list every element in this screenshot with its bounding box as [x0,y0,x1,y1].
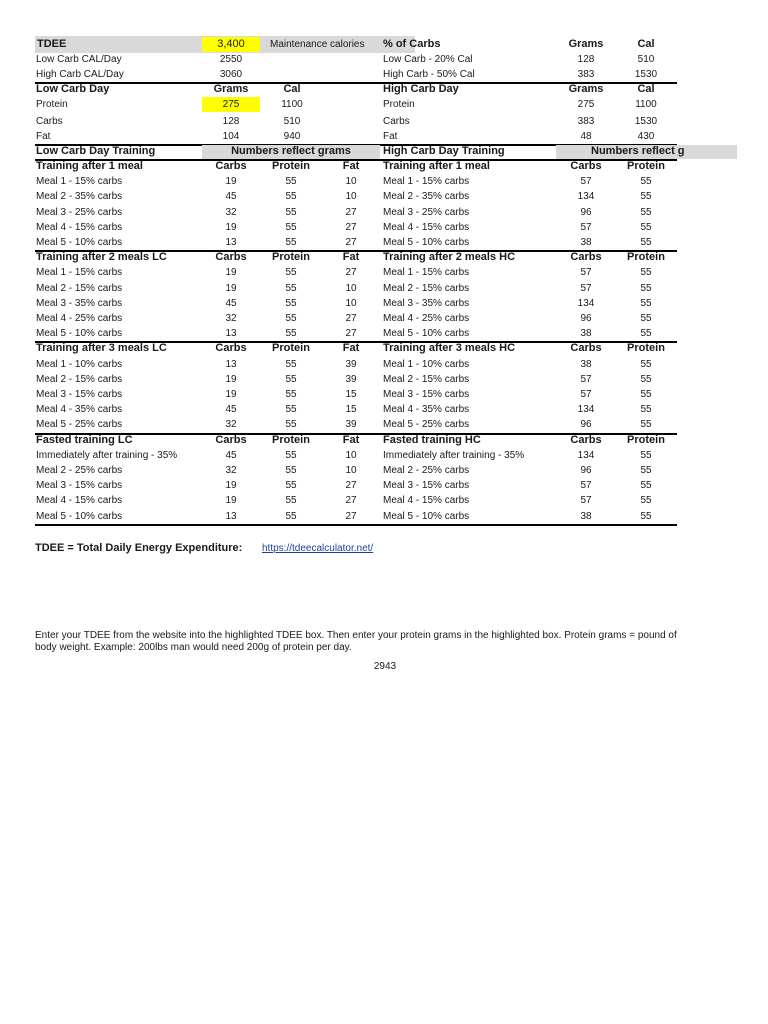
protein-value: 55 [640,237,652,248]
fat-value: 39 [345,373,357,385]
carbs-value: 32 [225,313,237,324]
carbs-value: 19 [225,176,237,188]
tdee-row [0,37,768,52]
meal-label: Meal 1 - 10% carbs [36,358,123,370]
maintenance-label: Maintenance calories [270,39,365,50]
meal-label: Meal 2 - 25% carbs [383,465,470,476]
tdee-label: TDEE [37,38,67,50]
carbs-value: 38 [580,510,592,522]
meal-row [0,189,768,204]
fat-value: 39 [345,358,357,370]
protein-value: 55 [640,313,652,324]
low-day-cal: 510 [283,116,301,127]
protein-header: Protein [627,433,665,446]
meal-row [0,357,768,372]
meal-label: Meal 3 - 15% carbs [36,480,123,492]
low-day-label: Carbs [36,116,63,127]
training-header-row [0,144,768,159]
protein-value: 55 [640,191,652,203]
high-day-grams: 383 [577,116,595,127]
meal-label: Meal 3 - 15% carbs [383,480,470,492]
high-carb-cal-row [0,67,768,82]
protein-value: 55 [285,495,297,507]
meal-row [0,417,768,432]
carbs-value: 19 [225,267,237,279]
protein-value: 55 [640,419,652,431]
meal-row [0,402,768,417]
low-day-cal: 940 [283,131,301,142]
footer-number: 2943 [373,661,397,672]
meal-label: Meal 5 - 10% carbs [36,237,123,248]
high-training-title: High Carb Day Training [383,145,505,157]
high-day-cal: 1530 [634,116,658,127]
meal-row [0,478,768,493]
meal-label: Immediately after training - 35% [36,449,178,461]
tdee-calculator-link[interactable]: https://tdeecalculator.net/ [262,543,374,554]
meal-label: Meal 1 - 15% carbs [36,176,123,188]
meal-label: Meal 1 - 15% carbs [36,267,123,279]
carbs-value: 19 [225,221,237,233]
low-day-grams-header: Grams [213,83,249,95]
protein-value: 55 [285,191,297,203]
protein-value: 55 [640,282,652,294]
carbs-value: 134 [577,449,595,461]
high-day-grams: 275 [577,99,595,110]
day-row [0,97,768,112]
fat-value: 27 [345,221,357,233]
meal-row [0,205,768,220]
carbs-value: 134 [577,404,595,416]
protein-value: 55 [640,358,652,370]
section-header-row [0,159,768,174]
carbs-value: 96 [580,206,592,218]
carbs-value: 96 [580,419,592,431]
meal-row [0,281,768,296]
protein-value: 55 [285,297,297,309]
protein-value: 55 [285,313,297,324]
meal-row [0,235,768,250]
meal-row [0,326,768,341]
high-day-cal: 1100 [635,99,657,110]
fat-value: 27 [345,328,357,340]
fat-header: Fat [342,160,360,172]
carbs-value: 38 [580,328,592,340]
fat-value: 27 [345,237,357,248]
low-carb-cal-label: Low Carb CAL/Day [36,54,122,65]
protein-value: 55 [285,206,297,218]
protein-value: 55 [640,206,652,218]
fat-value: 15 [345,389,357,400]
section-title: Training after 2 meals LC [36,251,167,264]
protein-value: 55 [640,449,652,461]
carbs-value: 96 [580,465,592,476]
low-carb-pct-label: Low Carb - 20% Cal [383,54,473,65]
meal-row [0,220,768,235]
tdee-input-cell[interactable]: 3,400 [202,37,260,52]
protein-value: 55 [285,389,297,400]
section-header-row [0,433,768,448]
protein-value: 55 [285,358,297,370]
carbs-value: 45 [225,297,237,309]
low-day-label: Protein [36,99,68,110]
fat-value: 10 [345,176,357,188]
fat-value: 27 [345,495,357,507]
carbs-value: 45 [225,404,237,416]
carbs-value: 32 [225,206,237,218]
low-carb-pct-cal: 510 [637,54,655,65]
fat-value: 15 [345,404,357,416]
protein-value: 55 [285,480,297,492]
section-title: Training after 3 meals LC [36,342,167,355]
fat-value: 27 [345,267,357,279]
protein-grams-input-cell[interactable]: 275 [202,97,260,112]
protein-header: Protein [272,433,310,446]
fat-value: 10 [345,282,357,294]
carbs-value: 45 [225,449,237,461]
carbs-header: Carbs [215,342,247,355]
low-carb-cal-value: 2550 [219,54,243,65]
section-title: Training after 1 meal [36,160,143,172]
protein-value: 55 [285,510,297,522]
low-day-label: Fat [36,131,51,142]
meal-label: Meal 3 - 35% carbs [36,297,123,309]
carbs-value: 13 [225,358,237,370]
carbs-header: Carbs [215,251,247,264]
meal-label: Meal 2 - 35% carbs [383,191,470,203]
meal-label: Meal 3 - 35% carbs [383,297,470,309]
protein-header: Protein [627,160,665,172]
high-day-grams: 48 [580,131,592,142]
meal-label: Meal 2 - 15% carbs [383,282,470,294]
fat-value: 10 [345,449,357,461]
section-title: Training after 3 meals HC [383,342,516,355]
protein-value: 55 [640,297,652,309]
low-day-cal: 1100 [281,99,303,110]
meal-row [0,448,768,463]
meal-label: Meal 5 - 10% carbs [36,328,123,340]
meal-row [0,311,768,326]
carbs-value: 57 [580,495,592,507]
section-header-row [0,341,768,356]
protein-value: 55 [640,389,652,400]
protein-value: 55 [285,465,297,476]
carbs-value: 19 [225,282,237,294]
carbs-value: 57 [580,221,592,233]
carbs-header: Carbs [570,251,602,264]
protein-header: Protein [272,342,310,355]
meal-label: Meal 2 - 15% carbs [36,282,123,294]
meal-label: Meal 5 - 10% carbs [383,328,470,340]
fat-value: 10 [345,465,357,476]
carbs-value: 57 [580,176,592,188]
meal-row [0,509,768,524]
protein-value: 55 [640,267,652,279]
carbs-header: Carbs [570,342,602,355]
high-carb-cal-value: 3060 [219,69,243,80]
high-carb-cal-label: High Carb CAL/Day [36,69,124,80]
fat-value: 27 [345,480,357,492]
pct-carbs-label: % of Carbs [383,38,441,50]
protein-value: 55 [640,176,652,188]
meal-label: Meal 4 - 25% carbs [36,313,123,324]
meal-label: Meal 2 - 25% carbs [36,465,123,476]
carbs-value: 134 [577,191,595,203]
high-day-label: Carbs [383,116,410,127]
fat-value: 10 [345,297,357,309]
carbs-value: 45 [225,191,237,203]
meal-label: Meal 4 - 15% carbs [383,495,470,507]
low-training-note: Numbers reflect grams [231,145,351,157]
fat-header: Fat [342,251,360,264]
meal-label: Meal 5 - 25% carbs [383,419,470,431]
protein-value: 55 [640,510,652,522]
carbs-header: Carbs [215,160,247,172]
carbs-value: 38 [580,237,592,248]
section-title: Fasted training HC [383,433,481,446]
high-day-grams-header: Grams [568,83,604,95]
section-title: Fasted training LC [36,433,133,446]
protein-value: 55 [640,465,652,476]
meal-label: Meal 5 - 10% carbs [36,510,123,522]
meal-label: Meal 3 - 15% carbs [383,389,470,400]
high-day-cal-header: Cal [637,83,655,95]
protein-value: 55 [640,404,652,416]
fat-value: 27 [345,510,357,522]
meal-label: Meal 3 - 25% carbs [36,206,123,218]
protein-value: 55 [285,328,297,340]
carbs-value: 19 [225,495,237,507]
meal-row [0,174,768,189]
low-carb-pct-grams: 128 [577,54,595,65]
carbs-value: 19 [225,373,237,385]
fat-header: Fat [342,433,360,446]
protein-value: 55 [285,237,297,248]
fat-value: 27 [345,206,357,218]
meal-row [0,387,768,402]
high-day-label: Fat [383,131,398,142]
meal-label: Meal 4 - 15% carbs [383,221,470,233]
carbs-header: Carbs [215,433,247,446]
low-day-grams: 104 [222,131,240,142]
section-header-row [0,250,768,265]
divider [35,524,677,526]
day-row [0,129,768,144]
meal-label: Meal 4 - 35% carbs [36,404,123,416]
protein-value: 55 [285,373,297,385]
low-day-title: Low Carb Day [36,83,110,95]
high-carb-pct-cal: 1530 [634,69,658,80]
high-carb-pct-grams: 383 [577,69,595,80]
protein-header: Protein [272,160,310,172]
meal-row [0,265,768,280]
protein-value: 55 [640,480,652,492]
section-title: Training after 2 meals HC [383,251,516,264]
high-day-cal: 430 [637,131,655,142]
high-training-note: Numbers reflect g [591,145,685,157]
instruction-note: Enter your TDEE from the website into the highlighted TDEE box. Then enter your protein grams in the highlighted box. Protein grams = pound of body weight. Example: 200lbs man would need 200g of protein per day. [35,630,677,653]
meal-label: Meal 3 - 15% carbs [36,389,123,400]
carbs-value: 96 [580,313,592,324]
carbs-header: Carbs [570,160,602,172]
protein-value: 55 [285,176,297,188]
day-header-row [0,82,768,97]
meal-label: Meal 1 - 10% carbs [383,358,470,370]
carbs-value: 57 [580,373,592,385]
meal-label: Meal 2 - 15% carbs [36,373,123,385]
carbs-value: 134 [577,297,595,309]
low-carb-cal-row [0,52,768,67]
high-day-label: Protein [383,99,415,110]
meal-row [0,296,768,311]
protein-value: 55 [640,221,652,233]
protein-header: Protein [627,251,665,264]
protein-header: Protein [627,342,665,355]
carbs-value: 13 [225,328,237,340]
low-day-cal-header: Cal [283,83,301,95]
meal-label: Meal 5 - 10% carbs [383,237,470,248]
high-day-title: High Carb Day [383,83,459,95]
protein-value: 55 [640,495,652,507]
section-title: Training after 1 meal [383,160,490,172]
meal-label: Meal 4 - 35% carbs [383,404,470,416]
fat-header: Fat [342,342,360,355]
grams-header: Grams [568,38,604,50]
cal-header: Cal [637,38,655,50]
carbs-value: 19 [225,389,237,400]
meal-label: Immediately after training - 35% [383,449,525,461]
tdee-definition: TDEE = Total Daily Energy Expenditure: [35,542,243,554]
carbs-value: 57 [580,282,592,294]
fat-value: 27 [345,313,357,324]
carbs-value: 13 [225,510,237,522]
meal-label: Meal 1 - 15% carbs [383,176,470,188]
low-day-grams: 128 [222,116,240,127]
protein-value: 55 [285,449,297,461]
protein-value: 55 [285,282,297,294]
meal-label: Meal 2 - 15% carbs [383,373,470,385]
meal-label: Meal 1 - 15% carbs [383,267,470,279]
carbs-value: 19 [225,480,237,492]
protein-value: 55 [285,221,297,233]
fat-value: 10 [345,191,357,203]
carbs-header: Carbs [570,433,602,446]
protein-header: Protein [272,251,310,264]
carbs-value: 13 [225,237,237,248]
carbs-value: 38 [580,358,592,370]
fat-value: 39 [345,419,357,431]
meal-label: Meal 4 - 15% carbs [36,221,123,233]
protein-value: 55 [640,373,652,385]
meal-row [0,463,768,478]
high-carb-pct-label: High Carb - 50% Cal [383,69,475,80]
protein-value: 55 [640,328,652,340]
meal-label: Meal 4 - 25% carbs [383,313,470,324]
meal-label: Meal 3 - 25% carbs [383,206,470,218]
low-training-title: Low Carb Day Training [36,145,156,157]
carbs-value: 57 [580,480,592,492]
protein-value: 55 [285,267,297,279]
day-row [0,114,768,129]
meal-label: Meal 4 - 15% carbs [36,495,123,507]
carbs-value: 57 [580,389,592,400]
meal-label: Meal 2 - 35% carbs [36,191,123,203]
protein-value: 55 [285,419,297,431]
meal-row [0,372,768,387]
carbs-value: 32 [225,465,237,476]
carbs-value: 57 [580,267,592,279]
meal-label: Meal 5 - 10% carbs [383,510,470,522]
meal-row [0,493,768,508]
meal-label: Meal 5 - 25% carbs [36,419,123,431]
carbs-value: 32 [225,419,237,431]
protein-value: 55 [285,404,297,416]
